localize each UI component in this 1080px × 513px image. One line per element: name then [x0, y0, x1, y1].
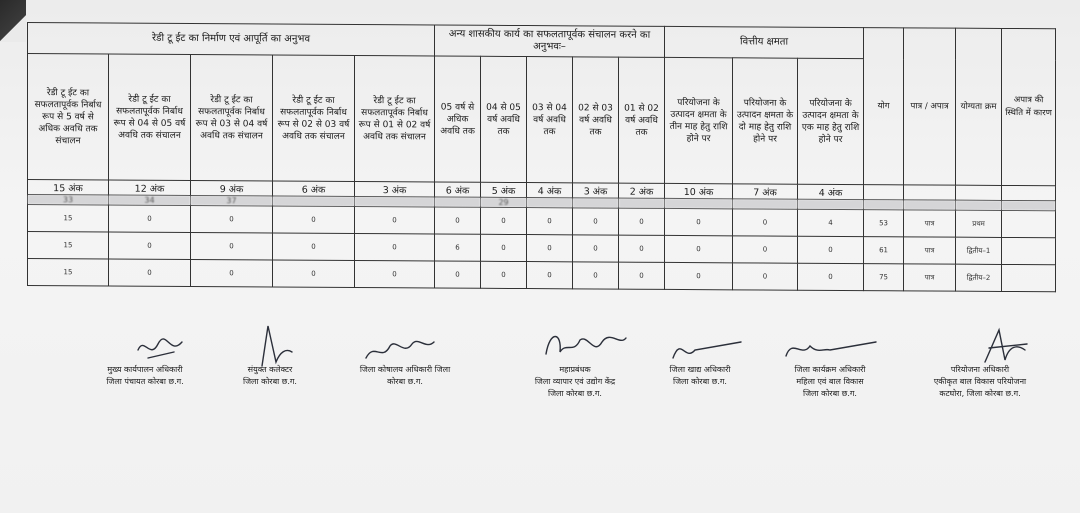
signatory-7: परियोजना अधिकारी एकीकृत बाल विकास परियोजना कटघोरा, जिला कोरबा छ.ग.: [933, 365, 1027, 398]
table-cell: 15: [28, 205, 109, 232]
table-cell: 0: [355, 207, 435, 234]
group-header-financial: वित्तीय क्षमता: [665, 26, 864, 58]
header-fin-3month: परियोजना के उत्पादन क्षमता के तीन माह हेतु राशि होने पर: [665, 57, 733, 183]
table-cell: 0: [273, 206, 355, 234]
table-cell: 0: [435, 207, 481, 234]
reason-cell: [1002, 264, 1056, 291]
table-cell: 0: [481, 207, 527, 234]
header-other-4to5: 04 से 05 वर्ष अवधि तक: [481, 56, 527, 182]
marks-cell: 4 अंक: [527, 183, 573, 198]
group-header-rte: रेडी टू ईट का निर्माण एवं आपूर्ति का अनुभव: [28, 23, 435, 56]
marks-cell: 7 अंक: [733, 184, 798, 199]
signatory-2: संयुक्त कलेक्टर जिला कोरबा छ.ग.: [243, 365, 297, 386]
signature-scribble-6: [780, 334, 880, 364]
signature-scribble-5: [665, 332, 745, 366]
header-rte-1to2: रेडी टू ईट का सफलतापूर्वक निर्बाध रूप से 01 से 02 वर्ष अवधि तक संचालन: [355, 56, 435, 182]
total-cell: 53: [864, 210, 904, 237]
table-cell: 4: [798, 209, 864, 236]
marks-cell: 3 अंक: [573, 183, 619, 198]
table-cell: 0: [191, 205, 273, 233]
reason-cell: [1002, 237, 1056, 264]
rank-cell: प्रथम: [956, 210, 1002, 237]
table-cell: 0: [733, 209, 798, 236]
table-cell: 0: [273, 233, 355, 261]
marks-cell: 2 अंक: [619, 183, 665, 198]
table-cell: 0: [109, 205, 191, 233]
table-cell: 0: [355, 261, 435, 288]
total-cell: 75: [864, 264, 904, 291]
table-cell: 0: [619, 262, 665, 289]
table-cell: 0: [191, 232, 273, 260]
rank-cell: द्वितीय–1: [956, 237, 1002, 264]
table-cell: 0: [355, 234, 435, 261]
table-row: [28, 259, 1056, 292]
blurred-cell: 37: [191, 195, 273, 206]
signature-block: [0, 330, 1080, 430]
header-merit: योग्यता क्रम: [956, 28, 1002, 185]
evaluation-table: [27, 22, 1056, 292]
table-cell: 0: [573, 208, 619, 235]
header-rte-3to4: रेडी टू ईट का सफलतापूर्वक निर्बाध रूप से 03 से 04 वर्ष अवधि तक संचालन: [191, 54, 273, 181]
signatory-5: जिला खाद्य अधिकारी जिला कोरबा छ.ग.: [669, 365, 731, 386]
group-header-other: अन्य शासकीय कार्य का सफलतापूर्वक संचालन करने का अनुभवः–: [435, 25, 665, 57]
signature-scribble-4: [540, 324, 630, 368]
header-fin-1month: परियोजना के उत्पादन क्षमता के एक माह हेतु राशि होने पर: [798, 58, 864, 184]
signature-scribble-7: [975, 326, 1035, 368]
table-cell: 15: [28, 232, 109, 259]
table-cell: 0: [733, 263, 798, 290]
marks-cell: 6 अंक: [435, 182, 481, 197]
table-cell: 0: [191, 259, 273, 287]
header-eligible: पात्र / अपात्र: [904, 28, 956, 185]
table-cell: 0: [665, 208, 733, 235]
blurred-cell: 34: [109, 195, 191, 206]
table-cell: 0: [109, 232, 191, 260]
status-cell: पात्र: [904, 237, 956, 264]
header-fin-2month: परियोजना के उत्पादन क्षमता के दो माह हेतु राशि होने पर: [733, 58, 798, 184]
status-cell: पात्र: [904, 210, 956, 237]
table-cell: 0: [527, 262, 573, 289]
header-other-3to4: 03 से 04 वर्ष अवधि तक: [527, 57, 573, 183]
header-other-2to3: 02 से 03 वर्ष अवधि तक: [573, 57, 619, 183]
table-cell: 0: [573, 262, 619, 289]
table-cell: 0: [619, 208, 665, 235]
blurred-cell: 33: [28, 195, 109, 205]
signature-scribble-3: [360, 332, 440, 368]
marks-cell: 4 अंक: [798, 184, 864, 199]
signatory-6: जिला कार्यक्रम अधिकारी महिला एवं बाल विकास जिला कोरबा छ.ग.: [794, 365, 866, 398]
marks-cell: 3 अंक: [355, 182, 435, 197]
marks-cell: 10 अंक: [665, 183, 733, 198]
table-cell: 0: [481, 261, 527, 288]
table-cell: 0: [665, 262, 733, 289]
signatory-3: जिला कोषालय अधिकारी जिला कोरबा छ.ग.: [359, 365, 451, 386]
rank-cell: द्वितीय–2: [956, 264, 1002, 291]
table-cell: 0: [527, 208, 573, 235]
header-reason: अपात्र की स्थिति में कारण: [1002, 28, 1056, 185]
table-cell: 0: [798, 236, 864, 263]
status-cell: पात्र: [904, 264, 956, 291]
signatory-4: महाप्रबंधक जिला व्यापार एवं उद्योग केंद्र जिला कोरबा छ.ग.: [534, 365, 616, 398]
table-cell: 0: [665, 235, 733, 262]
marks-cell: 15 अंक: [28, 180, 109, 195]
table-cell: 0: [527, 235, 573, 262]
table-cell: 0: [481, 234, 527, 261]
table-cell: 15: [28, 259, 109, 286]
table-cell: 0: [109, 259, 191, 287]
header-other-1to2: 01 से 02 वर्ष अवधि तक: [619, 57, 665, 183]
signatory-1: मुख्य कार्यपालन अधिकारी जिला पंचायत कोरबा छ.ग.: [106, 365, 184, 386]
marks-cell: 5 अंक: [481, 182, 527, 197]
table-cell: 0: [573, 235, 619, 262]
table-cell: 0: [733, 236, 798, 263]
header-rte-2to3: रेडी टू ईट का सफलतापूर्वक निर्बाध रूप से 02 से 03 वर्ष अवधि तक संचालन: [273, 55, 355, 182]
total-cell: 61: [864, 237, 904, 264]
header-rte-5plus: रेडी टू ईट का सफलतापूर्वक निर्बाध रूप से 5 वर्ष से अधिक अवधि तक संचालन: [28, 54, 109, 180]
reason-cell: [1002, 210, 1056, 237]
header-total: योग: [864, 28, 904, 185]
blurred-cell: 29: [481, 197, 527, 207]
table-cell: 0: [619, 235, 665, 262]
signature-scribble-2: [248, 322, 298, 370]
header-other-5plus: 05 वर्ष से अधिक अवधि तक: [435, 56, 481, 182]
page-curl-shadow: [0, 0, 26, 42]
header-rte-4to5: रेडी टू ईट का सफलतापूर्वक निर्बाध रूप से 04 से 05 वर्ष अवधि तक संचालन: [109, 54, 191, 181]
marks-cell: 6 अंक: [273, 181, 355, 197]
marks-cell: 12 अंक: [109, 180, 191, 196]
table-cell: 0: [435, 261, 481, 288]
table-cell: 0: [798, 263, 864, 290]
table-cell: 0: [273, 260, 355, 288]
marks-cell: 9 अंक: [191, 180, 273, 196]
table-cell: 6: [435, 234, 481, 261]
